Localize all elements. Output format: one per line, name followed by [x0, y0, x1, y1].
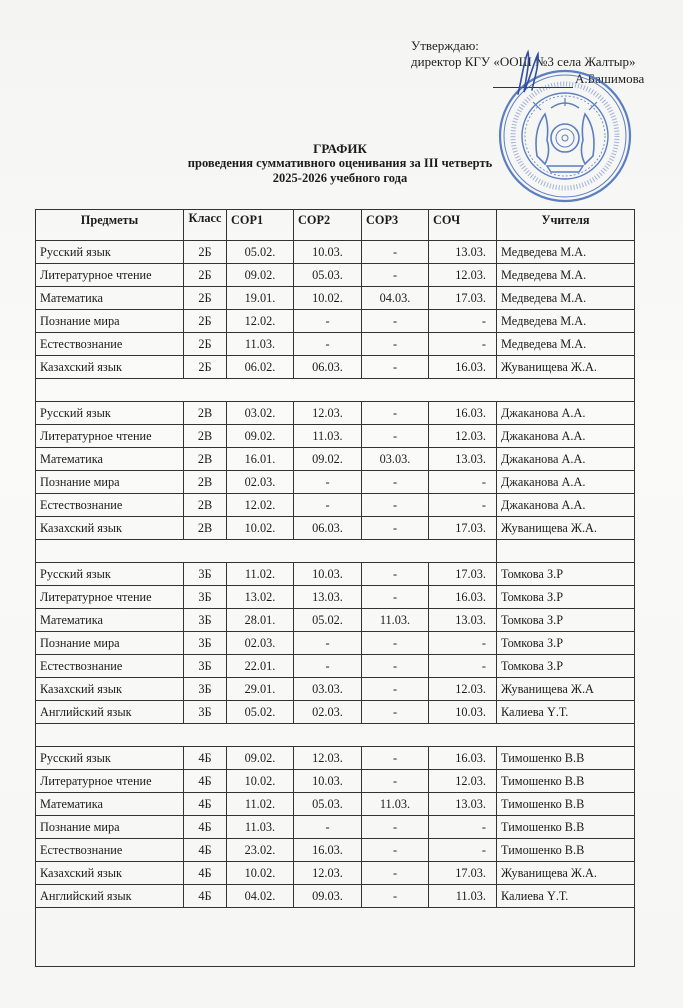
sor2-cell: -: [294, 655, 362, 678]
subject-cell: Познание мира: [36, 632, 184, 655]
teacher-cell: Джаканова А.А.: [497, 448, 635, 471]
teacher-cell: Медведева М.А.: [497, 287, 635, 310]
sor2-cell: 05.02.: [294, 609, 362, 632]
teacher-cell: Томкова З.Р: [497, 586, 635, 609]
soch-cell: 12.03.: [429, 264, 497, 287]
teacher-cell: Тимошенко В.В: [497, 747, 635, 770]
subject-cell: Русский язык: [36, 241, 184, 264]
sor2-cell: 06.03.: [294, 356, 362, 379]
table-row: [36, 701, 635, 724]
sor1-cell: 28.01.: [227, 609, 294, 632]
soch-cell: 17.03.: [429, 862, 497, 885]
subject-cell: Познание мира: [36, 471, 184, 494]
sor1-cell: 13.02.: [227, 586, 294, 609]
class-cell: 2Б: [184, 264, 227, 287]
class-cell: 4Б: [184, 816, 227, 839]
table-row: [36, 517, 635, 540]
approval-heading: Утверждаю:: [411, 38, 479, 53]
sor3-cell: -: [362, 885, 429, 908]
sor1-cell: 10.02.: [227, 862, 294, 885]
sor3-cell: -: [362, 678, 429, 701]
sor1-cell: 05.02.: [227, 241, 294, 264]
sor2-cell: 02.03.: [294, 701, 362, 724]
title-subheading: проведения суммативного оценивания за III четверть: [187, 156, 493, 170]
sor2-cell: 10.03.: [294, 563, 362, 586]
class-cell: 3Б: [184, 655, 227, 678]
teacher-cell: Тимошенко В.В: [497, 793, 635, 816]
header-class: Класс: [184, 210, 227, 241]
sor3-cell: -: [362, 356, 429, 379]
soch-cell: -: [429, 816, 497, 839]
table-row: [36, 448, 635, 471]
class-cell: 4Б: [184, 747, 227, 770]
sor2-cell: 10.03.: [294, 241, 362, 264]
table-row: [36, 839, 635, 862]
subject-cell: Русский язык: [36, 402, 184, 425]
teacher-cell: Джаканова А.А.: [497, 471, 635, 494]
sor3-cell: -: [362, 632, 429, 655]
sor2-cell: 12.03.: [294, 402, 362, 425]
separator-cell: [36, 908, 635, 967]
sor3-cell: -: [362, 241, 429, 264]
table-row: [36, 356, 635, 379]
sor1-cell: 11.02.: [227, 563, 294, 586]
class-cell: 2В: [184, 494, 227, 517]
sor2-cell: -: [294, 632, 362, 655]
sor2-cell: -: [294, 471, 362, 494]
title-school-year: 2025-2026 учебного года: [272, 171, 408, 185]
subject-cell: Литературное чтение: [36, 264, 184, 287]
sor1-cell: 05.02.: [227, 701, 294, 724]
subject-cell: Казахский язык: [36, 862, 184, 885]
subject-cell: Естествознание: [36, 839, 184, 862]
assessment-schedule-table: [35, 209, 635, 967]
sor1-cell: 23.02.: [227, 839, 294, 862]
sor3-cell: -: [362, 425, 429, 448]
teacher-cell: Калиева Ү.Т.: [497, 701, 635, 724]
teacher-cell: Медведева М.А.: [497, 241, 635, 264]
soch-cell: 12.03.: [429, 678, 497, 701]
sor1-cell: 04.02.: [227, 885, 294, 908]
sor3-cell: -: [362, 862, 429, 885]
sor3-cell: -: [362, 839, 429, 862]
table-row: [36, 333, 635, 356]
teacher-cell: Жуванищева Ж.А.: [497, 356, 635, 379]
sor3-cell: -: [362, 310, 429, 333]
class-cell: 4Б: [184, 770, 227, 793]
sor1-cell: 09.02.: [227, 747, 294, 770]
sor2-cell: -: [294, 333, 362, 356]
table-row: [36, 402, 635, 425]
table-row: [36, 862, 635, 885]
soch-cell: -: [429, 632, 497, 655]
sor2-cell: 05.03.: [294, 793, 362, 816]
sor2-cell: 10.03.: [294, 770, 362, 793]
soch-cell: 16.03.: [429, 402, 497, 425]
teacher-cell: Джаканова А.А.: [497, 494, 635, 517]
sor3-cell: -: [362, 816, 429, 839]
soch-cell: 11.03.: [429, 885, 497, 908]
subject-cell: Английский язык: [36, 701, 184, 724]
sor2-cell: 06.03.: [294, 517, 362, 540]
table-row: [36, 885, 635, 908]
title-heading: ГРАФИК: [313, 141, 367, 156]
teacher-cell: Жуванищева Ж.А.: [497, 517, 635, 540]
teacher-cell: Тимошенко В.В: [497, 816, 635, 839]
sor1-cell: 10.02.: [227, 770, 294, 793]
teacher-cell: Медведева М.А.: [497, 264, 635, 287]
sor3-cell: -: [362, 563, 429, 586]
class-cell: 3Б: [184, 632, 227, 655]
teacher-cell: Тимошенко В.В: [497, 770, 635, 793]
class-cell: 2В: [184, 471, 227, 494]
class-cell: 2В: [184, 517, 227, 540]
subject-cell: Казахский язык: [36, 517, 184, 540]
sor3-cell: -: [362, 264, 429, 287]
sor2-cell: 13.03.: [294, 586, 362, 609]
class-cell: 2Б: [184, 287, 227, 310]
sor3-cell: -: [362, 333, 429, 356]
document-title: [140, 141, 540, 186]
subject-cell: Познание мира: [36, 310, 184, 333]
class-cell: 2В: [184, 425, 227, 448]
subject-cell: Познание мира: [36, 816, 184, 839]
sor1-cell: 12.02.: [227, 494, 294, 517]
sor2-cell: 09.03.: [294, 885, 362, 908]
sor1-cell: 06.02.: [227, 356, 294, 379]
table-row: [36, 425, 635, 448]
class-cell: 2Б: [184, 241, 227, 264]
approval-position: директор КГУ «ООШ №3 села Жалтыр»: [411, 54, 636, 69]
header-sor2: СОР2: [294, 210, 362, 241]
class-cell: 3Б: [184, 563, 227, 586]
group-separator-row: [36, 379, 635, 402]
subject-cell: Естествознание: [36, 333, 184, 356]
table-row: [36, 494, 635, 517]
table-row: [36, 563, 635, 586]
teacher-cell: Томкова З.Р: [497, 655, 635, 678]
sor1-cell: 12.02.: [227, 310, 294, 333]
class-cell: 4Б: [184, 862, 227, 885]
sor3-cell: -: [362, 770, 429, 793]
teacher-cell: Джаканова А.А.: [497, 402, 635, 425]
subject-cell: Казахский язык: [36, 356, 184, 379]
teacher-cell: Джаканова А.А.: [497, 425, 635, 448]
table-row: [36, 678, 635, 701]
teacher-cell: Жуванищева Ж.А: [497, 678, 635, 701]
sor2-cell: 12.03.: [294, 862, 362, 885]
header-teacher: Учителя: [497, 210, 635, 241]
table-row: [36, 609, 635, 632]
sor1-cell: 03.02.: [227, 402, 294, 425]
class-cell: 3Б: [184, 586, 227, 609]
sor1-cell: 09.02.: [227, 425, 294, 448]
subject-cell: Казахский язык: [36, 678, 184, 701]
sor3-cell: -: [362, 471, 429, 494]
table-row: [36, 747, 635, 770]
header-subject: Предметы: [36, 210, 184, 241]
table-row: [36, 310, 635, 333]
sor3-cell: 03.03.: [362, 448, 429, 471]
teacher-cell: Томкова З.Р: [497, 563, 635, 586]
sor2-cell: 03.03.: [294, 678, 362, 701]
subject-cell: Русский язык: [36, 747, 184, 770]
table-row: [36, 655, 635, 678]
signatory-name: А.Башимова: [575, 71, 645, 86]
table-body: [36, 241, 635, 967]
separator-cell: [36, 379, 635, 402]
sor3-cell: -: [362, 586, 429, 609]
class-cell: 4Б: [184, 885, 227, 908]
class-cell: 2В: [184, 402, 227, 425]
group-separator-row: [36, 724, 635, 747]
table-row: [36, 793, 635, 816]
soch-cell: 17.03.: [429, 517, 497, 540]
sor1-cell: 11.03.: [227, 816, 294, 839]
sor3-cell: -: [362, 701, 429, 724]
sor1-cell: 11.02.: [227, 793, 294, 816]
sor3-cell: -: [362, 494, 429, 517]
soch-cell: 17.03.: [429, 563, 497, 586]
separator-cell: [36, 540, 497, 563]
sor1-cell: 29.01.: [227, 678, 294, 701]
soch-cell: -: [429, 839, 497, 862]
class-cell: 2Б: [184, 310, 227, 333]
soch-cell: -: [429, 471, 497, 494]
subject-cell: Математика: [36, 287, 184, 310]
sor1-cell: 10.02.: [227, 517, 294, 540]
sor1-cell: 16.01.: [227, 448, 294, 471]
subject-cell: Естествознание: [36, 655, 184, 678]
sor2-cell: 05.03.: [294, 264, 362, 287]
class-cell: 4Б: [184, 793, 227, 816]
table-row: [36, 816, 635, 839]
sor1-cell: 02.03.: [227, 632, 294, 655]
subject-cell: Русский язык: [36, 563, 184, 586]
sor2-cell: 09.02.: [294, 448, 362, 471]
sor2-cell: 11.03.: [294, 425, 362, 448]
sor2-cell: -: [294, 816, 362, 839]
class-cell: 2Б: [184, 333, 227, 356]
subject-cell: Английский язык: [36, 885, 184, 908]
soch-cell: 16.03.: [429, 586, 497, 609]
table-row: [36, 586, 635, 609]
soch-cell: -: [429, 333, 497, 356]
soch-cell: 13.03.: [429, 609, 497, 632]
table-blank-footer-row: [36, 908, 635, 967]
class-cell: 3Б: [184, 701, 227, 724]
sor3-cell: -: [362, 655, 429, 678]
soch-cell: 16.03.: [429, 747, 497, 770]
subject-cell: Литературное чтение: [36, 770, 184, 793]
soch-cell: 10.03.: [429, 701, 497, 724]
table-row: [36, 287, 635, 310]
soch-cell: -: [429, 494, 497, 517]
header-sor1: СОР1: [227, 210, 294, 241]
sor3-cell: 11.03.: [362, 609, 429, 632]
soch-cell: 13.03.: [429, 448, 497, 471]
table-header-row: [36, 210, 635, 241]
sor2-cell: 12.03.: [294, 747, 362, 770]
sor2-cell: -: [294, 494, 362, 517]
teacher-cell: Томкова З.Р: [497, 609, 635, 632]
sor3-cell: 11.03.: [362, 793, 429, 816]
subject-cell: Литературное чтение: [36, 425, 184, 448]
table-row: [36, 471, 635, 494]
class-cell: 2Б: [184, 356, 227, 379]
sor2-cell: 10.02.: [294, 287, 362, 310]
sor2-cell: 16.03.: [294, 839, 362, 862]
sor1-cell: 22.01.: [227, 655, 294, 678]
signature-icon: [510, 48, 550, 98]
class-cell: 3Б: [184, 609, 227, 632]
teacher-cell: Калиева Ү.Т.: [497, 885, 635, 908]
soch-cell: -: [429, 655, 497, 678]
table-row: [36, 264, 635, 287]
sor1-cell: 02.03.: [227, 471, 294, 494]
sor1-cell: 19.01.: [227, 287, 294, 310]
separator-cell: [497, 540, 635, 563]
class-cell: 4Б: [184, 839, 227, 862]
table-row: [36, 241, 635, 264]
sor3-cell: 04.03.: [362, 287, 429, 310]
soch-cell: 16.03.: [429, 356, 497, 379]
soch-cell: 12.03.: [429, 770, 497, 793]
sor1-cell: 09.02.: [227, 264, 294, 287]
teacher-cell: Жуванищева Ж.А.: [497, 862, 635, 885]
soch-cell: 13.03.: [429, 793, 497, 816]
teacher-cell: Медведева М.А.: [497, 333, 635, 356]
subject-cell: Математика: [36, 448, 184, 471]
soch-cell: 12.03.: [429, 425, 497, 448]
class-cell: 3Б: [184, 678, 227, 701]
subject-cell: Математика: [36, 793, 184, 816]
teacher-cell: Томкова З.Р: [497, 632, 635, 655]
soch-cell: -: [429, 310, 497, 333]
teacher-cell: Медведева М.А.: [497, 310, 635, 333]
class-cell: 2В: [184, 448, 227, 471]
sor3-cell: -: [362, 747, 429, 770]
table-row: [36, 770, 635, 793]
subject-cell: Литературное чтение: [36, 586, 184, 609]
subject-cell: Естествознание: [36, 494, 184, 517]
soch-cell: 17.03.: [429, 287, 497, 310]
sor3-cell: -: [362, 517, 429, 540]
sor3-cell: -: [362, 402, 429, 425]
separator-cell: [36, 724, 635, 747]
sor2-cell: -: [294, 310, 362, 333]
header-sor3: СОР3: [362, 210, 429, 241]
sor1-cell: 11.03.: [227, 333, 294, 356]
header-soch: СОЧ: [429, 210, 497, 241]
soch-cell: 13.03.: [429, 241, 497, 264]
group-separator-row: [36, 540, 635, 563]
table-row: [36, 632, 635, 655]
teacher-cell: Тимошенко В.В: [497, 839, 635, 862]
subject-cell: Математика: [36, 609, 184, 632]
